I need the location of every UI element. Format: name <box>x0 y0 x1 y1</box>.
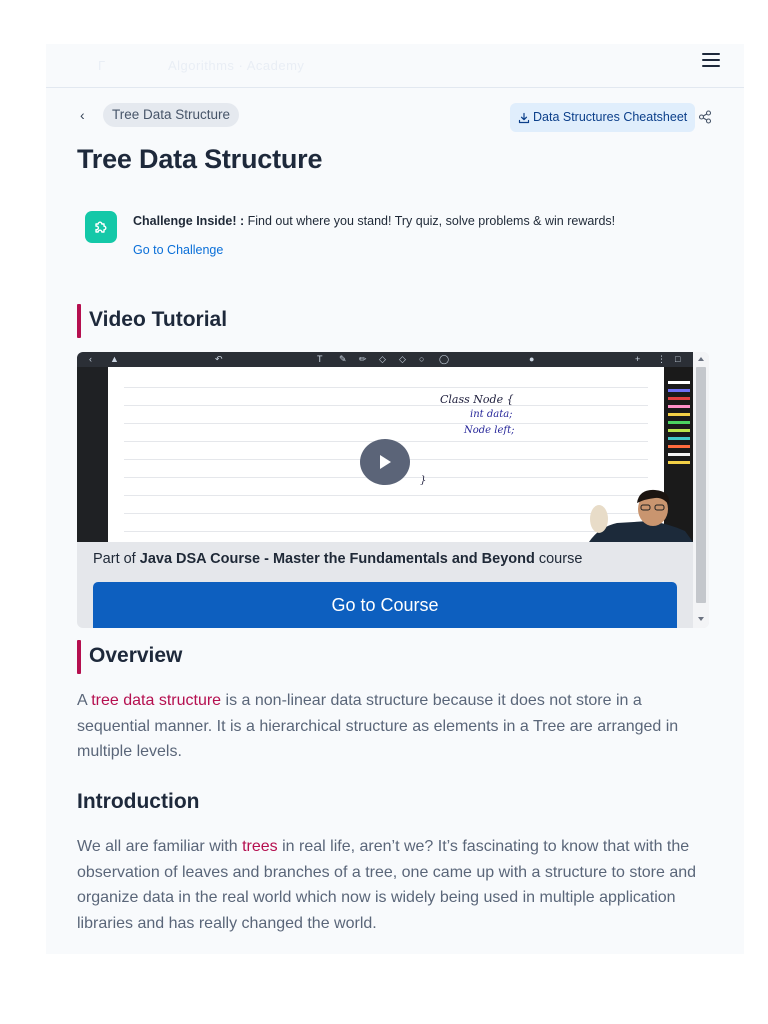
handwriting-line: int data; <box>470 409 513 420</box>
handwriting-line: Class Node { <box>440 393 514 406</box>
trees-link[interactable]: trees <box>242 838 278 855</box>
video-frame <box>77 367 693 542</box>
back-chevron-icon[interactable]: ‹ <box>80 107 85 123</box>
play-icon <box>377 453 393 471</box>
pen-swatch <box>668 445 690 448</box>
challenge-heading: Challenge Inside! : <box>133 214 245 228</box>
challenge-description: Find out where you stand! Try quiz, solve problems & win rewards! <box>244 214 616 228</box>
video-toolbar <box>77 352 693 367</box>
go-to-challenge-link[interactable]: Go to Challenge <box>133 243 224 257</box>
mic-icon: ● <box>529 354 535 364</box>
pages-icon: □ <box>675 354 681 364</box>
add-page-icon: + <box>635 354 641 364</box>
breadcrumb[interactable]: Tree Data Structure <box>103 103 239 127</box>
overview-heading: Overview <box>89 644 183 667</box>
presenter-webcam <box>589 487 693 542</box>
pen-swatch <box>668 453 690 456</box>
video-tutorial-heading: Video Tutorial <box>89 308 228 331</box>
caption-prefix: Part of <box>93 551 140 567</box>
video-embed <box>77 352 709 628</box>
overview-text: is a non-linear data structure because it does not store in a sequential manner. It is a hierarchical structure as elements in a Tree are arranged in multiple levels. <box>77 692 679 760</box>
article-card <box>46 44 744 954</box>
ruled-line <box>124 513 648 514</box>
brand-logo[interactable]: Γ <box>98 58 106 73</box>
challenge-text <box>133 214 615 228</box>
top-navigation-bar <box>46 44 744 88</box>
back-icon: ‹ <box>89 354 92 364</box>
introduction-paragraph <box>77 834 707 936</box>
ruled-line <box>124 423 648 424</box>
pen-swatch <box>668 461 690 464</box>
ruled-line <box>124 531 648 532</box>
hamburger-menu-icon[interactable] <box>702 52 720 68</box>
section-accent-bar <box>77 640 81 674</box>
pen-swatch <box>668 397 690 400</box>
handwriting-line: } <box>420 475 427 486</box>
download-icon <box>518 112 530 124</box>
pen-swatch <box>668 413 690 416</box>
play-button[interactable] <box>360 439 410 485</box>
shape-tool-icon: ◇ <box>399 354 406 364</box>
cheatsheet-button[interactable] <box>510 103 695 132</box>
introduction-heading: Introduction <box>77 790 200 813</box>
pen-tool-icon: ✎ <box>339 354 347 364</box>
overview-prefix: A <box>77 692 92 709</box>
scroll-thumb[interactable] <box>696 367 706 603</box>
page-title: Tree Data Structure <box>77 144 323 174</box>
course-name: Java DSA Course - Master the Fundamentals and Beyond <box>139 551 535 567</box>
puzzle-icon <box>85 211 117 243</box>
pen-swatch <box>668 389 690 392</box>
cheatsheet-label: Data Structures Cheatsheet <box>533 110 688 124</box>
eraser-tool-icon: ◇ <box>379 354 386 364</box>
scroll-up-icon[interactable] <box>697 356 705 362</box>
brand-text[interactable]: Algorithms · Academy <box>168 58 305 73</box>
introduction-prefix: We all are familiar with <box>77 838 243 855</box>
pen-swatch <box>668 421 690 424</box>
pen-swatch <box>668 429 690 432</box>
handwriting-line: Node left; <box>464 425 515 436</box>
ruled-line <box>124 387 648 388</box>
section-accent-bar <box>77 304 81 338</box>
ruled-line <box>124 405 648 406</box>
video-scrollbar[interactable] <box>693 352 709 628</box>
course-caption <box>93 551 582 567</box>
more-icon: ⋮ <box>657 354 666 364</box>
caption-suffix: course <box>534 551 583 567</box>
undo-icon: ↶ <box>215 354 223 364</box>
text-tool-icon: T <box>317 354 323 364</box>
tree-data-structure-link[interactable]: tree data structure <box>91 692 222 709</box>
introduction-text: in real life, aren’t we? It’s fascinating to know that with the observation of leaves and branches of a tree, one came up with a structure to store and organize data in the real world which now is widely being used in multiple application libraries and has really changed the world. <box>77 838 697 932</box>
ruled-line <box>124 495 648 496</box>
pencil-tool-icon: ✏ <box>359 354 367 364</box>
pen-swatch <box>668 381 690 384</box>
pen-swatch <box>668 437 690 440</box>
share-icon[interactable] <box>698 110 712 124</box>
export-icon: ▲ <box>110 354 119 364</box>
scroll-down-icon[interactable] <box>697 616 705 622</box>
lasso-tool-icon: ○ <box>419 354 425 364</box>
overview-paragraph <box>77 688 707 765</box>
image-tool-icon: ◯ <box>439 354 450 364</box>
pen-swatch <box>668 405 690 408</box>
go-to-course-button[interactable]: Go to Course <box>93 582 677 628</box>
